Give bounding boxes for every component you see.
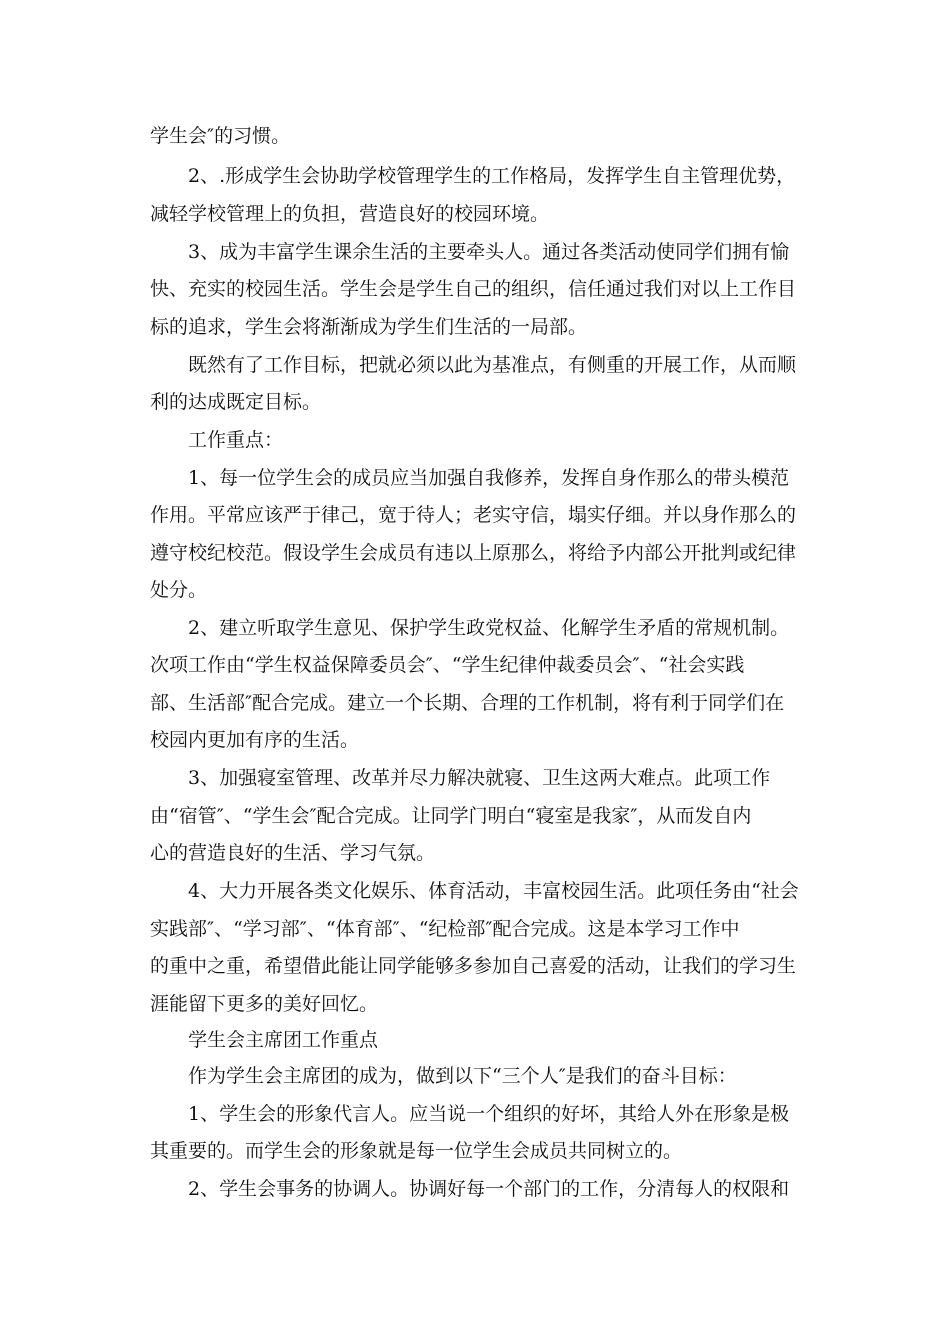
text-line: 标的追求，学生会将渐渐成为学生们生活的一局部。 [150,316,588,338]
text-line: 次项工作由“学生权益保障委员会″、“学生纪律仲裁委员会″、“社会实践 [150,654,745,676]
text-line: 1、学生会的形象代言人。应当说一个组织的好坏，其给人外在形象是极 [188,1103,790,1125]
text-line: 处分。 [150,579,208,601]
text-line: 校园内更加有序的生活。 [150,729,360,751]
text-line: 2、建立听取学生意见、保护学生政党权益、化解学生矛盾的常规机制。 [188,617,790,639]
text-line: 1、每一位学生会的成员应当加强自我修养，发挥自身作那么的带头模范 [188,467,790,489]
text-line: 利的达成既定目标。 [150,391,322,413]
text-line: 涯能留下更多的美好回忆。 [150,993,379,1015]
text-line: 既然有了工作目标，把就必须以此为基准点，有侧重的开展工作，从而顺 [188,354,797,376]
text-line: 其重要的。而学生会的形象就是每一位学生会成员共同树立的。 [150,1140,683,1162]
text-line: 的重中之重，希望借此能让同学能够多参加自己喜爱的活动，让我们的学习生 [150,955,797,977]
text-line: 由“宿管″、“学生会″配合完成。让同学门明白“寝室是我家″，从而发自内 [150,805,752,827]
text-line: 4、大力开展各类文化娱乐、体育活动，丰富校园生活。此项任务由“社会 [188,880,799,902]
text-line: 学生会″的习惯。 [150,125,291,147]
text-line: 作用。平常应该严于律己，宽于待人；老实守信，塌实仔细。并以身作那么的 [150,504,797,526]
section-heading: 工作重点： [188,429,284,451]
section-heading: 学生会主席团工作重点 [188,1029,379,1051]
text-line: 快、充实的校园生活。学生会是学生自己的组织，信任通过我们对以上工作目 [150,278,797,300]
text-line: 作为学生会主席团的成为，做到以下“三个人″是我们的奋斗目标： [188,1065,737,1087]
text-line: 减轻学校管理上的负担，营造良好的校园环境。 [150,203,550,225]
text-line: 心的营造良好的生活、学习气氛。 [150,842,436,864]
text-line: 实践部″、“学习部″、“体育部″、“纪检部″配合完成。这是本学习工作中 [150,918,740,940]
text-line: 3、加强寝室管理、改革并尽力解决就寝、卫生这两大难点。此项工作 [188,767,771,789]
text-line: 2、学生会事务的协调人。协调好每一个部门的工作，分清每人的权限和 [188,1178,790,1200]
text-line: 遵守校纪校范。假设学生会成员有违以上原那么，将给予内部公开批判或纪律 [150,542,797,564]
text-line: 部、生活部″配合完成。建立一个长期、合理的工作机制，将有利于同学们在 [150,692,785,714]
text-line: 2、.形成学生会协助学校管理学生的工作格局，发挥学生自主管理优势， [188,165,796,187]
text-line: 3、成为丰富学生课余生活的主要牵头人。通过各类活动使同学们拥有愉 [188,241,790,263]
